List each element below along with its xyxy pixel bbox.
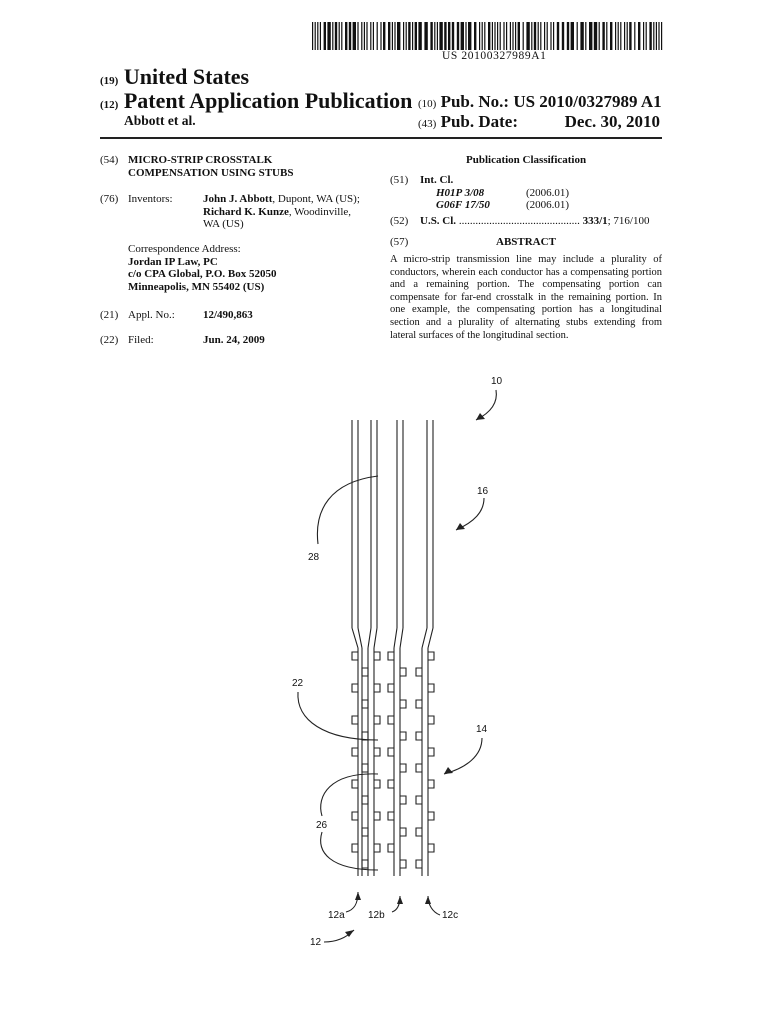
- inventor-2-location: , Woodinville,: [288, 205, 352, 218]
- inventor-1-name: John J. Abbott: [203, 193, 273, 205]
- pub-number-code: (10): [418, 98, 437, 110]
- abstract-code: (57): [390, 236, 409, 248]
- title-code: (54): [100, 154, 119, 166]
- intcl-1-year: (2006.01): [526, 187, 570, 199]
- leader-22: [298, 692, 378, 740]
- uscl-main: 333/1: [582, 215, 608, 227]
- label-28: 28: [308, 552, 320, 563]
- barcode-icon: [312, 22, 664, 50]
- inventors-list: [203, 193, 383, 231]
- title-line-2: COMPENSATION USING STUBS: [128, 166, 294, 179]
- pub-number-value: US 2010/0327989 A1: [513, 92, 662, 111]
- title-line-1: MICRO-STRIP CROSSTALK: [128, 154, 273, 166]
- pub-date-row: [418, 112, 660, 132]
- patent-figure: [0, 360, 768, 1024]
- abstract-text: A micro-strip transmission line may include a plurality of conductors, wherein each conductor has a compensating portion and a remaining portion. The compensating portion can compensate for far-end crosstalk in the remaining portion. In one example, the compensating portion has a longitudinal section and a plurality of alternating stubs extending from lateral surfaces of the longitudinal section.: [390, 254, 662, 341]
- label-26: 26: [316, 820, 328, 831]
- publication-type-code: (12): [100, 99, 119, 111]
- arrow-12a: [346, 892, 358, 912]
- uscl-line: [420, 215, 650, 228]
- label-12a: 12a: [328, 910, 345, 921]
- label-12c: 12c: [442, 910, 459, 921]
- pub-date-code: (43): [418, 118, 437, 130]
- arrowheads: [345, 413, 485, 937]
- pub-number-row: [418, 92, 662, 112]
- label-12: 12: [310, 937, 322, 948]
- country-name: United States: [123, 64, 250, 89]
- inventors-label: Inventors:: [128, 193, 173, 205]
- correspondence-block: [128, 243, 277, 293]
- leader-26a: [321, 774, 378, 816]
- uscl-dots: ............................................: [458, 215, 580, 227]
- filed-label: Filed:: [128, 334, 154, 346]
- correspondence-label: Correspondence Address:: [128, 243, 241, 255]
- intcl-2-year: (2006.01): [526, 199, 570, 211]
- intcl-label: Int. Cl.: [420, 174, 454, 186]
- conductor-taper-lines: [352, 628, 433, 648]
- appl-label: Appl. No.:: [128, 309, 175, 321]
- correspondence-line-2: c/o CPA Global, P.O. Box 52050: [128, 268, 277, 280]
- pub-date-value: Dec. 30, 2010: [564, 112, 660, 131]
- filed-code: (22): [100, 334, 119, 346]
- uscl-label: U.S. Cl.: [420, 215, 457, 227]
- correspondence-line-1: Jordan IP Law, PC: [128, 255, 218, 268]
- uscl-rest: ; 716/100: [607, 215, 650, 227]
- appl-value: 12/490,863: [203, 309, 253, 321]
- leader-28: [317, 476, 378, 544]
- pub-date-label: Pub. Date:: [440, 112, 519, 131]
- conductor-upper-lines: [352, 420, 433, 628]
- header-rule: [100, 137, 662, 139]
- country-line: [100, 64, 249, 90]
- label-10: 10: [491, 376, 503, 387]
- intcl-1: H01P 3/08: [436, 187, 485, 199]
- arrow-12c: [428, 896, 440, 915]
- authors: Abbott et al.: [124, 113, 196, 128]
- publication-type-line: [100, 88, 412, 114]
- inventor-2-name: Richard K. Kunze: [203, 205, 289, 218]
- label-14: 14: [476, 724, 488, 735]
- label-16: 16: [477, 486, 489, 497]
- correspondence-line-3: Minneapolis, MN 55402 (US): [128, 280, 265, 293]
- conductor-lower-lines: [358, 648, 428, 876]
- arrow-14: [444, 738, 482, 774]
- country-code: (19): [100, 75, 119, 87]
- inventor-1-location: , Dupont, WA (US);: [272, 193, 360, 205]
- invention-title: [128, 154, 293, 179]
- intcl-2: G06F 17/50: [436, 199, 490, 211]
- leader-26b: [321, 832, 378, 870]
- label-12b: 12b: [368, 910, 385, 921]
- classification-heading: Publication Classification: [466, 154, 587, 166]
- abstract-heading: ABSTRACT: [496, 236, 556, 248]
- filed-value: Jun. 24, 2009: [203, 334, 265, 346]
- intcl-code: (51): [390, 174, 409, 186]
- publication-type: Patent Application Publication: [123, 88, 413, 113]
- inventor-2-location-2: WA (US): [203, 218, 244, 230]
- inventors-code: (76): [100, 193, 119, 205]
- pub-number-top: US 20100327989A1: [442, 50, 547, 62]
- label-22: 22: [292, 678, 304, 689]
- pub-number-label: Pub. No.:: [440, 92, 510, 111]
- uscl-code: (52): [390, 215, 409, 227]
- appl-code: (21): [100, 309, 119, 321]
